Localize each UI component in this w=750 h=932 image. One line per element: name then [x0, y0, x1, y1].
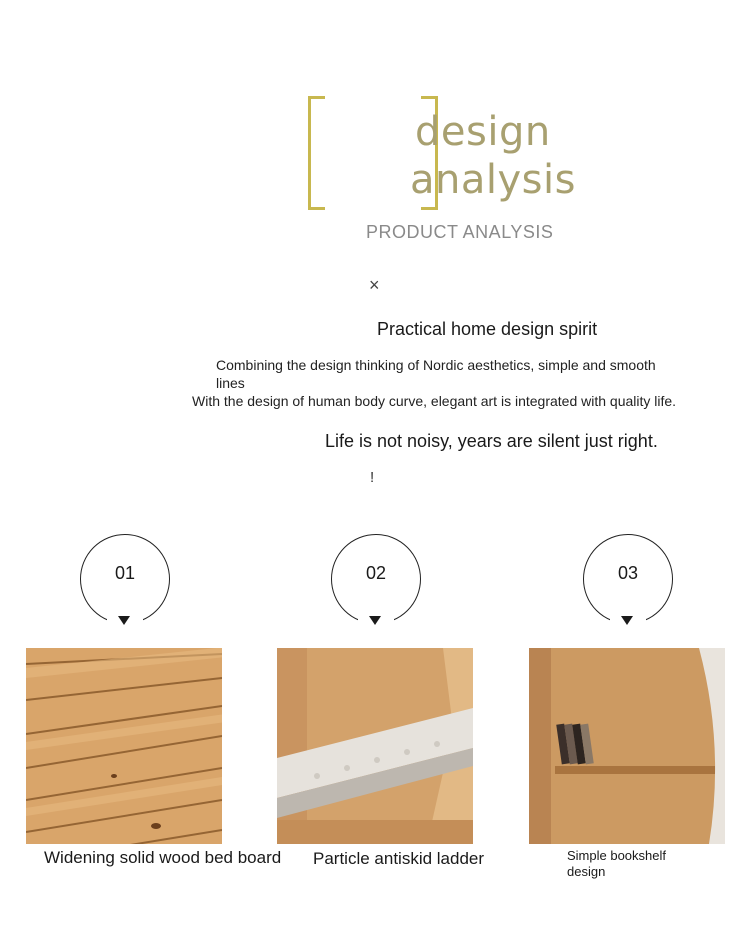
ladder-step-image — [277, 648, 473, 844]
feature-number-02: 02 — [365, 563, 387, 583]
title-line-2: analysis — [410, 157, 576, 203]
feature-number-03: 03 — [617, 563, 639, 583]
intro-paragraph: Combining the design thinking of Nordic aesthetics, simple and smooth lines — [216, 357, 656, 391]
feature-marker-01 — [80, 534, 170, 624]
intro-paragraph-2: With the design of human body curve, elegant art is integrated with quality life. — [192, 393, 677, 409]
bracket-left-decoration — [308, 96, 325, 210]
exclamation-mark: ! — [370, 469, 375, 486]
feature-caption-03: Simple bookshelf design — [567, 848, 666, 879]
feature-marker-02 — [331, 534, 421, 624]
feature-number-01: 01 — [114, 563, 136, 583]
feature-caption-01: Widening solid wood bed board — [44, 848, 282, 867]
close-icon[interactable]: × — [369, 275, 380, 295]
feature-caption-02: Particle antiskid ladder — [313, 849, 485, 868]
down-arrow-icon — [621, 616, 633, 625]
product-analysis-subtitle: PRODUCT ANALYSIS — [366, 222, 554, 242]
down-arrow-icon — [369, 616, 381, 625]
feature-marker-03 — [583, 534, 673, 624]
wood-plank-image — [26, 648, 222, 844]
intro-heading: Practical home design spirit — [377, 319, 598, 339]
intro-tagline: Life is not noisy, years are silent just right. — [325, 431, 658, 451]
bookshelf-image — [529, 648, 725, 844]
down-arrow-icon — [118, 616, 130, 625]
title-line-1: design — [415, 109, 551, 155]
